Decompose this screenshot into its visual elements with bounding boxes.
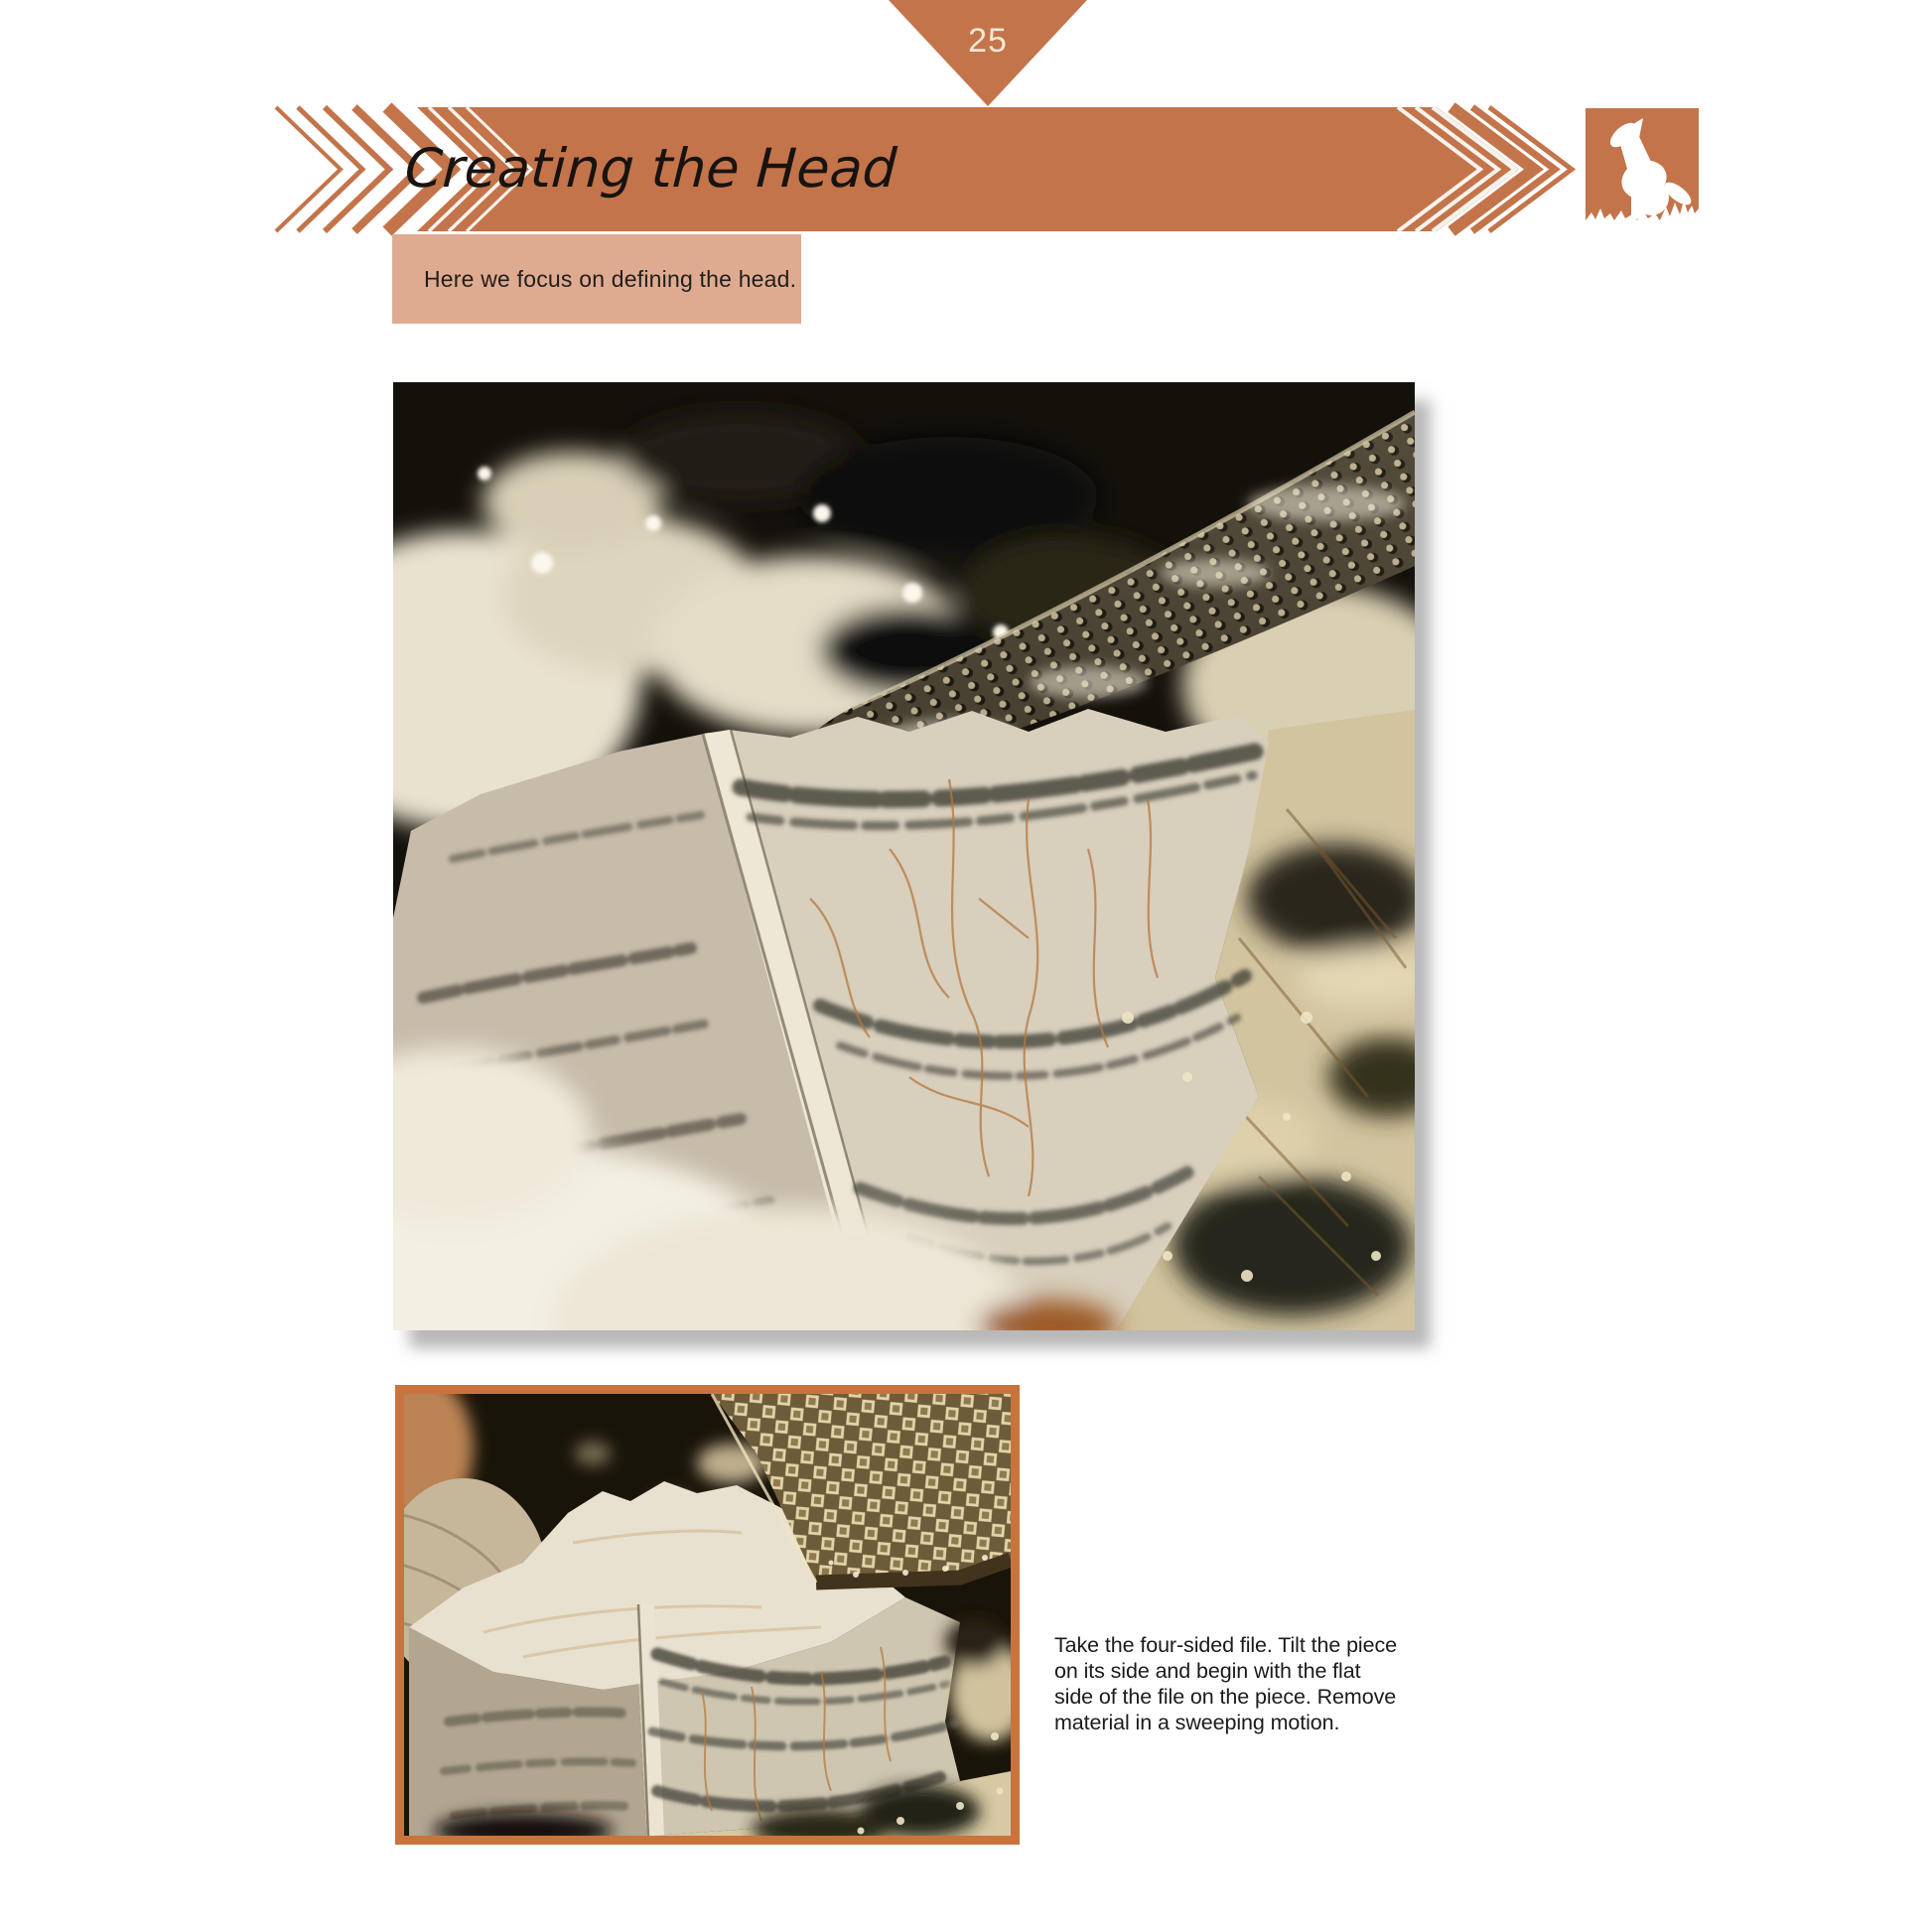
page-number-area — [889, 0, 1087, 106]
detail-photo — [395, 1385, 1020, 1845]
caption-line: side of the file on the piece. Remove — [1054, 1685, 1397, 1709]
subtitle-text: Here we focus on defining the head. — [424, 265, 797, 292]
caption-line: on its side and begin with the flat — [1054, 1659, 1361, 1683]
subtitle-box — [392, 234, 801, 324]
page-title: Creating the Head — [403, 137, 898, 200]
caption-line: Take the four-sided file. Tilt the piece — [1054, 1633, 1397, 1657]
main-photo-illustration — [393, 382, 1415, 1330]
detail-photo-illustration — [404, 1394, 1011, 1836]
caption-line: material in a sweeping motion. — [1054, 1711, 1340, 1734]
main-photo — [393, 382, 1415, 1330]
chapter-logo — [1586, 108, 1699, 233]
photo-caption — [1054, 1632, 1397, 1735]
page-number: 25 — [968, 22, 1008, 60]
